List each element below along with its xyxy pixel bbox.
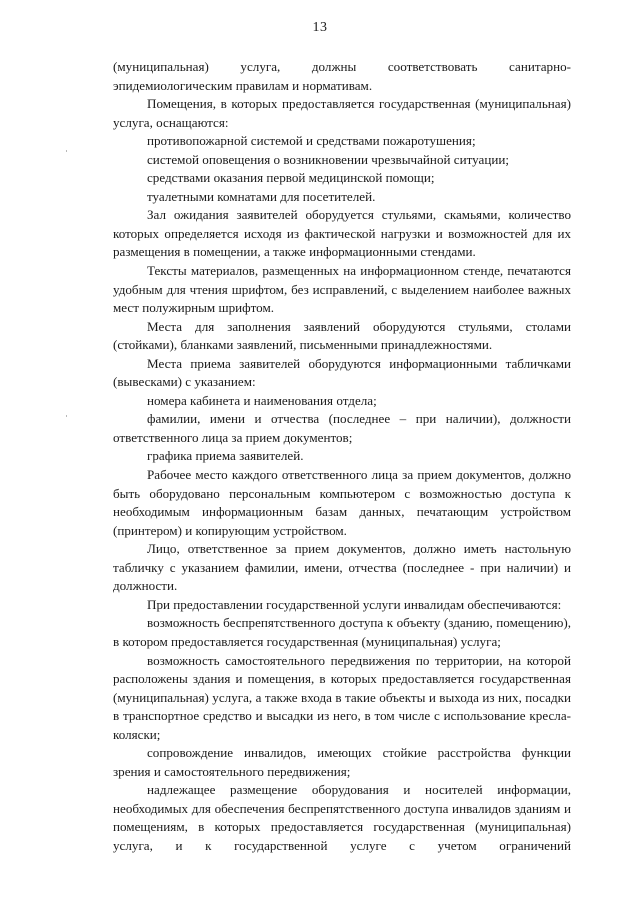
body-paragraph: Зал ожидания заявителей оборудуется стульями, скамьями, количество которых определяется исходя из фактической нагрузки и возможностей для их размещения в помещении, а также информационными стендами. bbox=[113, 207, 571, 260]
body-paragraph: надлежащее размещение оборудования и носителей информации, необходимых для обеспечения беспрепятственного доступа инвалидов зданиям и помещениям, в которых предоставляется государственная (муниципальная) услуга, и к государственной услуге с учетом ограничений bbox=[113, 782, 571, 853]
list-item: средствами оказания первой медицинской помощи; bbox=[147, 170, 435, 186]
body-paragraph: Рабочее место каждого ответственного лица за прием документов, должно быть оборудовано персональным компьютером с возможностью доступа к необходимым информационным базам данных, печатающим устройством (принтером) и копирующим устройством. bbox=[113, 467, 571, 538]
list-item: системой оповещения о возникновении чрезвычайной ситуации; bbox=[147, 151, 509, 167]
body-paragraph: сопровождение инвалидов, имеющих стойкие расстройства функции зрения и самостоятельного передвижения; bbox=[113, 745, 571, 779]
body-paragraph: фамилии, имени и отчества (последнее – при наличии), должности ответственного лица за прием документов; bbox=[113, 411, 571, 445]
body-paragraph: (муниципальная) услуга, должны соответствовать санитарно-эпидемиологическим правилам и нормативам. bbox=[113, 59, 571, 93]
scan-artifact-line bbox=[66, 150, 67, 152]
list-item: номера кабинета и наименования отдела; bbox=[147, 392, 377, 408]
body-paragraph: Тексты материалов, размещенных на информационном стенде, печатаются удобным для чтения шрифтом, без исправлений, с выделением наиболее важных мест полужирным шрифтом. bbox=[113, 263, 571, 316]
body-paragraph: возможность самостоятельного передвижения по территории, на которой расположены здания и помещения, в которых предоставляется государственная (муниципальная) услуга, а также входа в такие объекты и выхода из них, посадки в транспортное средство и высадки из него, в том числе с использование кресла-коляски; bbox=[113, 652, 571, 742]
scan-artifact-line bbox=[66, 415, 67, 417]
document-body bbox=[113, 58, 571, 856]
body-paragraph: возможность беспрепятственного доступа к объекту (зданию, помещению), в котором предоставляется государственная (муниципальная) услуга; bbox=[113, 615, 571, 649]
list-item: туалетными комнатами для посетителей. bbox=[147, 188, 376, 204]
body-paragraph: Помещения, в которых предоставляется государственная (муниципальная) услуга, оснащаются: bbox=[113, 96, 571, 130]
body-paragraph: Лицо, ответственное за прием документов, должно иметь настольную табличку с указанием фамилии, имени, отчества (последнее - при наличии) и должности. bbox=[113, 541, 571, 594]
body-paragraph: При предоставлении государственной услуги инвалидам обеспечиваются: bbox=[147, 596, 562, 612]
body-paragraph: Места для заполнения заявлений оборудуются стульями, столами (стойками), бланками заявлений, письменными принадлежностями. bbox=[113, 318, 571, 353]
page-number: 13 bbox=[312, 20, 328, 35]
body-paragraph: Места приема заявителей оборудуются информационными табличками (вывесками) с указанием: bbox=[113, 355, 571, 390]
list-item: графика приема заявителей. bbox=[147, 448, 304, 464]
list-item: противопожарной системой и средствами пожаротушения; bbox=[147, 133, 476, 149]
